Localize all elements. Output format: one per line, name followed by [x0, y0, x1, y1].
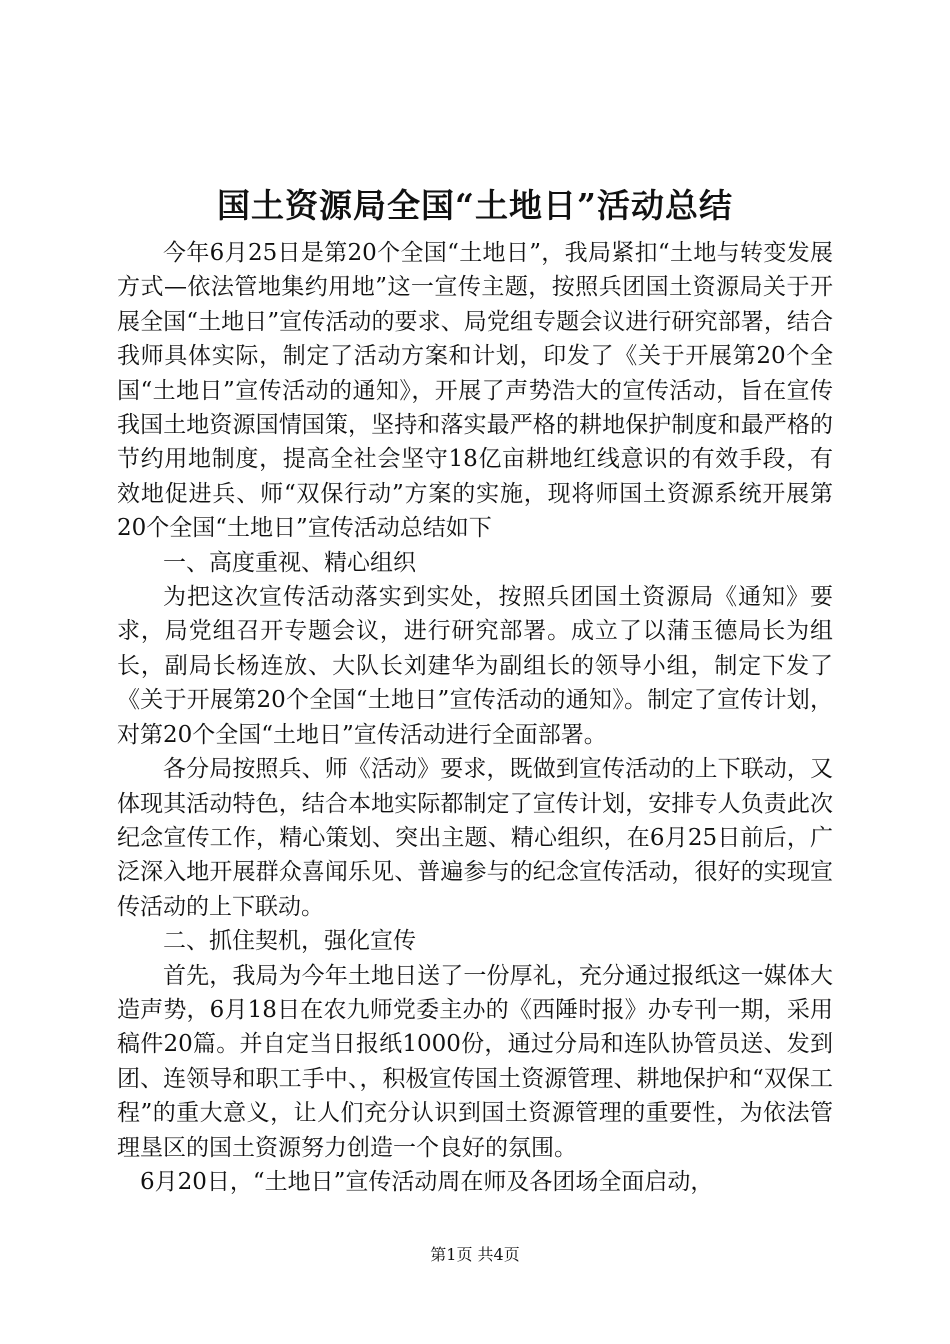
page-footer: 第1页 共4页	[430, 1245, 520, 1264]
document-title: 国土资源局全国“土地日”活动总结	[217, 186, 733, 225]
section-heading-1: 一、高度重视、精心组织	[163, 549, 416, 576]
intro-paragraph: 今年6月25日是第20个全国“土地日”，我局紧扣“土地与转变发展方式—依法管地集约用地”这一宣传主题，按照兵团国土资源局关于开展全国“土地日”宣传活动的要求、局党组专题会议进行研究部署，结合我师具体实际，制定了活动方案和计划，印发了《关于开展第20个全国“土地日”宣传活动的通知》，开展了声势浩大的宣传活动，旨在宣传我国土地资源国情国策，坚持和落实最严格的耕地保护制度和最严格的节约用地制度，提高全社会坚守18亿亩耕地红线意识的有效手段，有效地促进兵、师“双保行动”方案的实施，现将师国土资源系统开展第20个全国“土地日”宣传活动总结如下	[117, 240, 833, 542]
section-1-paragraph-1: 为把这次宣传活动落实到实处，按照兵团国土资源局《通知》要求，局党组召开专题会议，进行研究部署。成立了以蒲玉德局长为组长，副局长杨连放、大队长刘建华为副组长的领导小组，制定下发了《关于开展第20个全国“土地日”宣传活动的通知》。制定了宣传计划，对第20个全国“土地日”宣传活动进行全面部署。	[117, 584, 833, 748]
section-1-paragraph-2: 各分局按照兵、师《活动》要求，既做到宣传活动的上下联动，又体现其活动特色，结合本地实际都制定了宣传计划，安排专人负责此次纪念宣传工作，精心策划、突出主题、精心组织，在6月25日前后，广泛深入地开展群众喜闻乐见、普遍参与的纪念宣传活动，很好的实现宣传活动的上下联动。	[117, 756, 833, 920]
section-2-paragraph-2: 6月20日，“土地日”宣传活动周在师及各团场全面启动，	[140, 1168, 714, 1195]
document-body	[117, 236, 833, 1199]
section-heading-2: 二、抓住契机，强化宣传	[163, 928, 416, 955]
section-2-paragraph-1: 首先，我局为今年土地日送了一份厚礼，充分通过报纸这一媒体大造声势，6月18日在农九师党委主办的《西陲时报》办专刊一期，采用稿件20篇。并自定当日报纸1000份，通过分局和连队协管员送、发到团、连领导和职工手中、，积极宣传国土资源管理、耕地保护和“双保工程”的重大意义，让人们充分认识到国土资源管理的重要性，为依法管理垦区的国土资源努力创造一个良好的氛围。	[117, 962, 833, 1161]
